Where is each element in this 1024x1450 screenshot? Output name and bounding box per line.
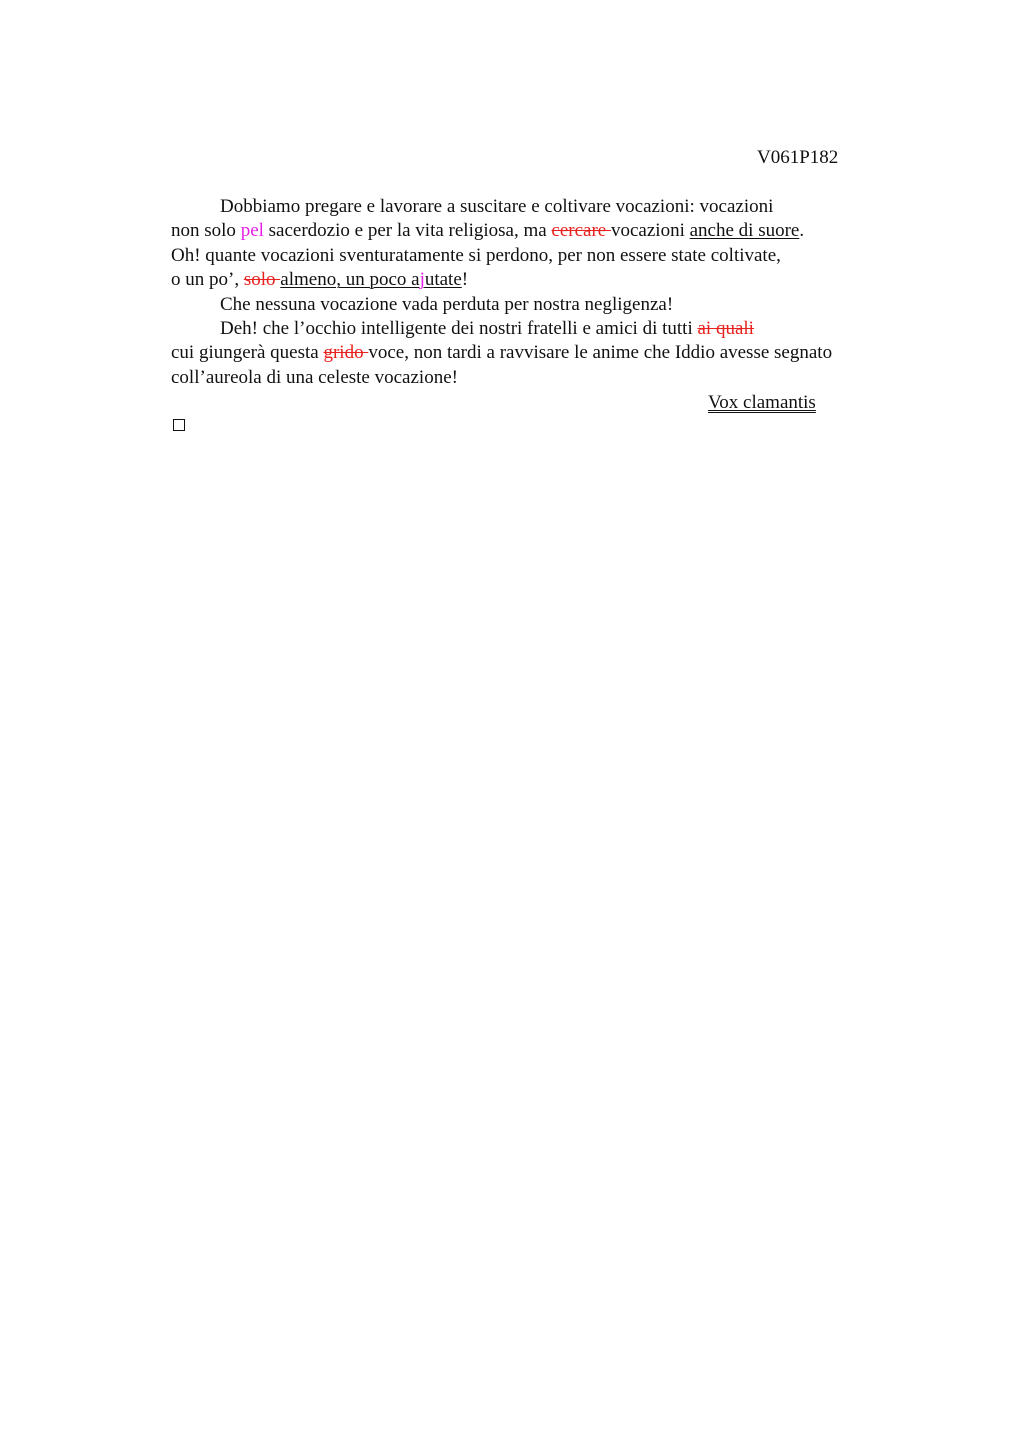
text-run: sacerdozio e per la vita religiosa, ma [263, 220, 552, 242]
text-run: utate [424, 269, 462, 291]
text-line [171, 195, 901, 219]
text-line [171, 244, 901, 268]
deleted-text: solo [243, 269, 281, 291]
inserted-text: pel [240, 220, 264, 242]
underlined-text: anche di suore [689, 220, 800, 242]
text-run: almeno, un poco a [280, 269, 420, 291]
text-line [171, 341, 901, 365]
text-run: . [799, 220, 805, 242]
deleted-text: grido [323, 342, 369, 364]
underlined-text [280, 269, 462, 290]
text-run: Oh! quante vocazioni sventuratamente si perdono, per non essere state coltivate, [171, 244, 781, 266]
document-body [171, 195, 901, 390]
text-line [171, 366, 901, 390]
text-line [171, 317, 901, 341]
inserted-text: j [419, 269, 425, 291]
page-id: V061P182 [757, 147, 839, 168]
deleted-text: ai quali [697, 317, 754, 339]
signature: Vox clamantis [708, 392, 816, 413]
text-run: Dobbiamo pregare e lavorare a suscitare e coltivare vocazioni: vocazioni [220, 196, 774, 217]
text-run: cui giungerà questa [171, 342, 324, 364]
text-line [171, 293, 901, 317]
text-run: coll’aureola di una celeste vocazione! [171, 366, 458, 388]
text-run: Che nessuna vocazione vada perduta per nostra negligenza! [220, 293, 674, 315]
text-run: voce, non tardi a ravvisare le anime che Iddio avesse segnato [368, 342, 833, 364]
text-line [171, 268, 901, 292]
text-run: Deh! che l’occhio intelligente dei nostri fratelli e amici di tutti [220, 317, 698, 339]
text-line [171, 219, 901, 243]
text-run: vocazioni [611, 220, 690, 242]
deleted-text: cercare [551, 220, 611, 242]
text-run: ! [461, 269, 469, 291]
text-run: non solo [171, 220, 241, 242]
text-run: o un po’, [171, 269, 244, 291]
empty-square-icon [173, 419, 185, 431]
